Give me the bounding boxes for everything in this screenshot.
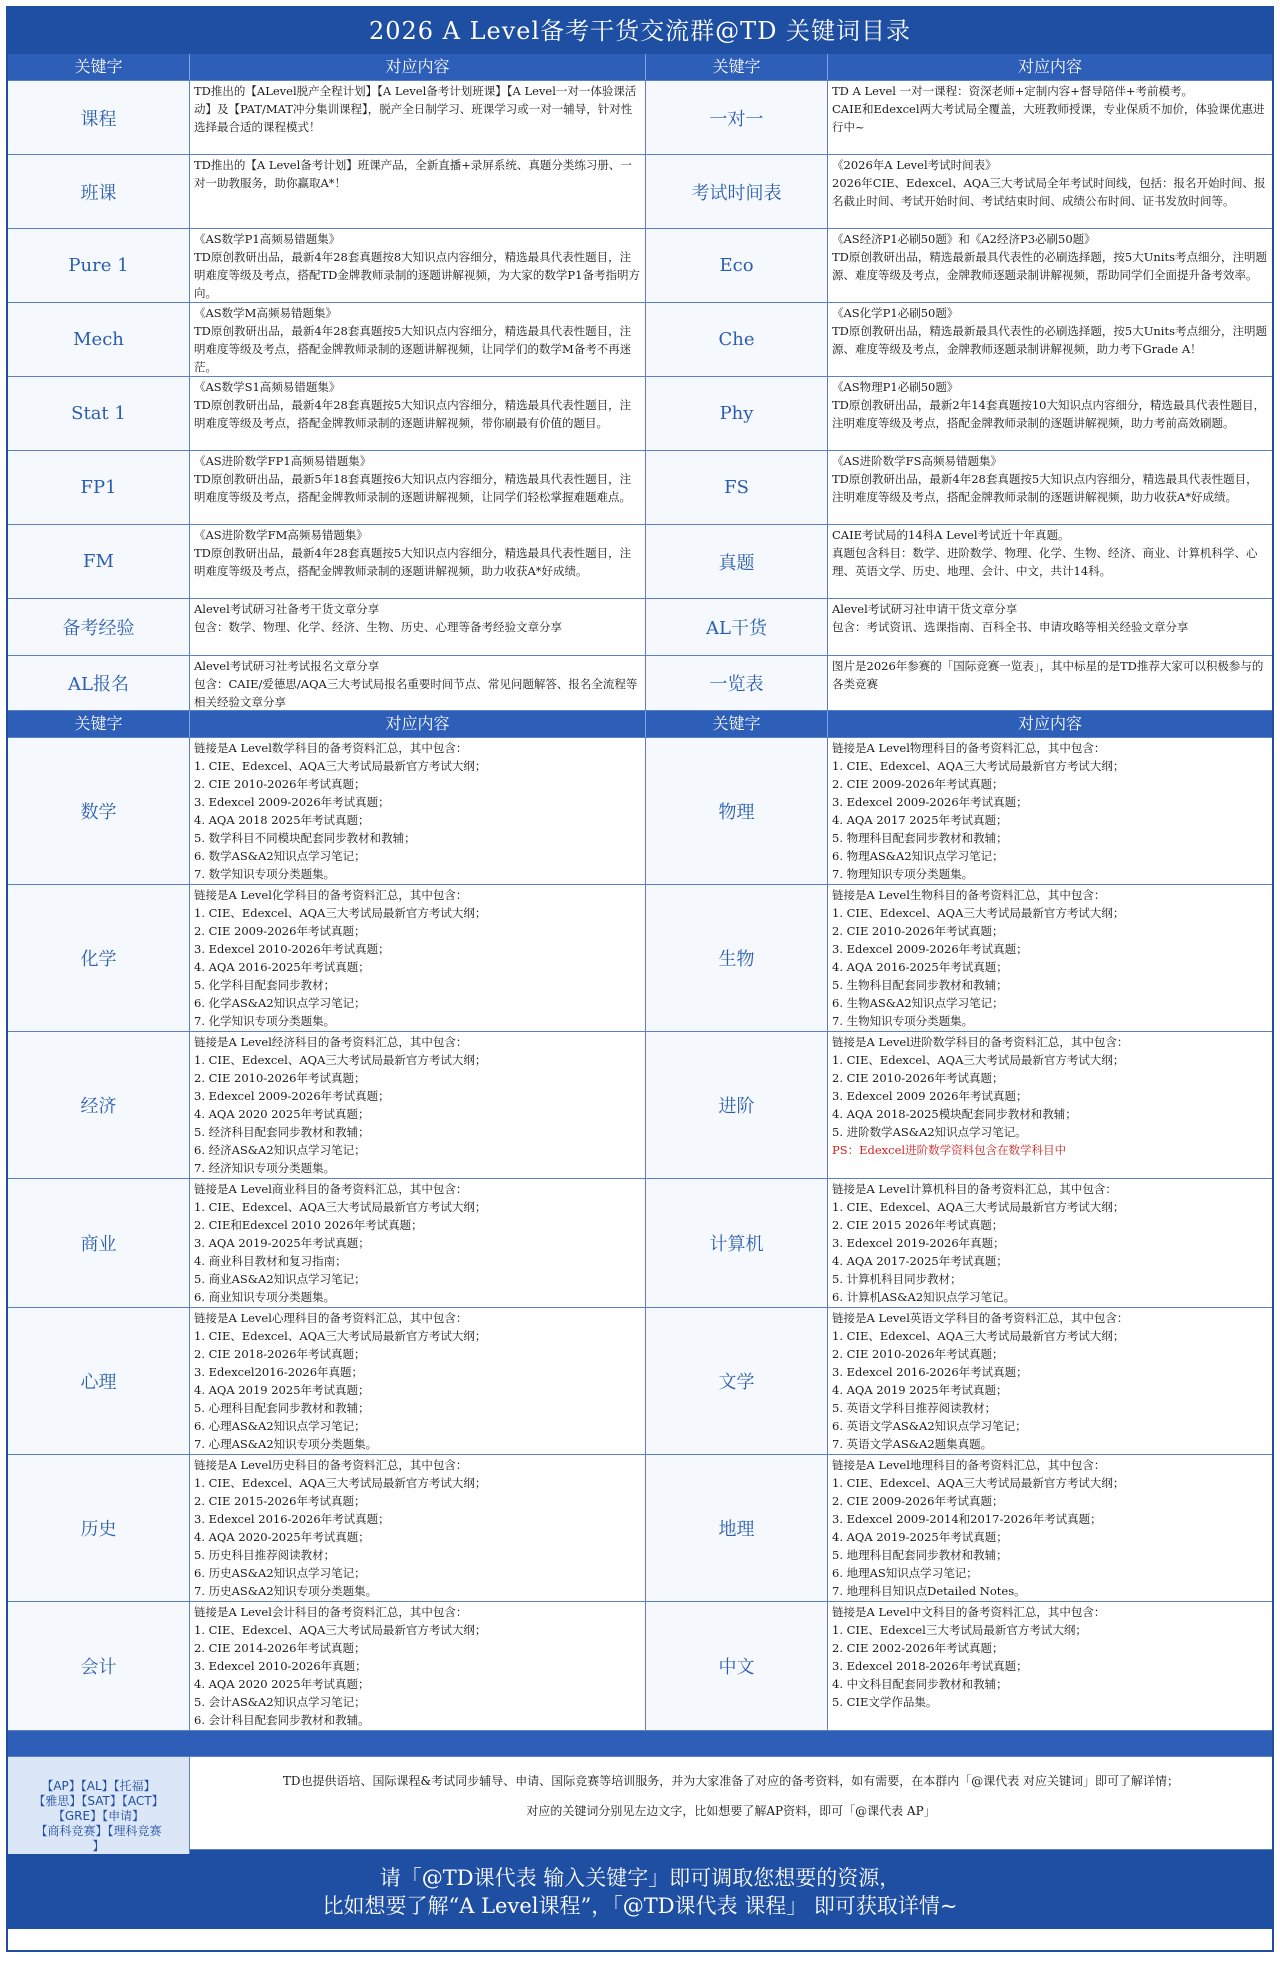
content-line: 6. 物理AS&A2知识点学习笔记； — [832, 849, 1004, 863]
content-line: 链接是A Level进阶数学科目的备考资料汇总，其中包含： — [832, 1035, 1129, 1049]
content-line: TD原创教研出品，最新4年28套真题按5大知识点内容细分，精选最具代表性题目，注明难度等级及考点，搭配金牌教师录制的逐题讲解视频，助力收获A*好成绩。 — [194, 546, 632, 578]
keyword-cell: 经济 — [8, 1032, 190, 1178]
tag-line: 【商科竞赛】【理科竞赛 — [35, 1824, 162, 1838]
content-line: 1. CIE、Edexcel、AQA三大考试局最新官方考试大纲； — [194, 1623, 487, 1637]
keyword-cell: 备考经验 — [8, 599, 190, 655]
content-line: 1. CIE、Edexcel、AQA三大考试局最新官方考试大纲； — [194, 1200, 487, 1214]
content-cell — [828, 81, 1272, 154]
content-line: 6. 历史AS&A2知识点学习笔记； — [194, 1566, 366, 1580]
content-line: 3. Edexcel 2009-2026年考试真题； — [832, 942, 1028, 956]
content-line: CAIE和Edexcel两大考试局全覆盖，大班教师授课，专业保质不加价，体验课优惠进行中~ — [832, 102, 1265, 134]
keyword-cell: 一对一 — [646, 81, 828, 154]
content-line: 《AS数学S1高频易错题集》 — [194, 380, 341, 394]
content-line: 2. CIE 2010-2026年考试真题； — [194, 1071, 366, 1085]
content-cell — [190, 155, 646, 228]
content-line: 3. Edexcel 2016-2026年考试真题； — [832, 1365, 1028, 1379]
content-line: 链接是A Level经济科目的备考资料汇总，其中包含： — [194, 1035, 468, 1049]
content-line: 链接是A Level物理科目的备考资料汇总，其中包含： — [832, 741, 1106, 755]
content-line: 4. AQA 2017 2025年考试真题； — [832, 813, 1008, 827]
content-line: 7. 化学知识专项分类题集。 — [194, 1014, 336, 1028]
content-line: TD推出的【A Level备考计划】班课产品，全新直播+录屏系统、真题分类练习册、一对一助教服务，助你赢取A*！ — [194, 158, 632, 190]
content-line: 2. CIE 2014-2026年考试真题； — [194, 1641, 366, 1655]
section1-header — [8, 54, 1272, 80]
content-cell — [828, 525, 1272, 598]
content-line: 5. 计算机科目同步教材； — [832, 1272, 962, 1286]
content-line: 6. 心理AS&A2知识点学习笔记； — [194, 1419, 366, 1433]
tag-line: 【AP】【AL】【托福】 — [41, 1779, 156, 1793]
table-row — [8, 376, 1272, 450]
content-line: 链接是A Level数学科目的备考资料汇总，其中包含： — [194, 741, 468, 755]
content-line: 4. AQA 2019-2025年考试真题； — [832, 1530, 1008, 1544]
keyword-cell: 生物 — [646, 885, 828, 1031]
table-row — [8, 1307, 1272, 1454]
table-row — [8, 1601, 1272, 1730]
content-line: 2. CIE 2018-2026年考试真题； — [194, 1347, 366, 1361]
keyword-cell: 计算机 — [646, 1179, 828, 1307]
content-line: 包含：CAIE/爱德思/AQA三大考试局报名重要时间节点、常见问题解答、报名全流程等相关经验文章分享 — [194, 677, 638, 709]
content-line: CAIE考试局的14科A Level考试近十年真题。 — [832, 528, 1070, 542]
banner-line-2: 比如想要了解“A Level课程”，「@TD课代表 课程」 即可获取详情~ — [322, 1894, 958, 1918]
content-cell — [190, 1308, 646, 1454]
keyword-cell: 进阶 — [646, 1032, 828, 1178]
section1-table — [8, 80, 1272, 710]
content-line: 7. 英语文学AS&A2题集真题。 — [832, 1437, 993, 1451]
content-line: 包含：数学、物理、化学、经济、生物、历史、心理等备考经验文章分享 — [194, 620, 562, 634]
content-cell — [828, 155, 1272, 228]
table-row — [8, 737, 1272, 884]
keyword-cell: 历史 — [8, 1455, 190, 1601]
content-line: 图片是2026年参赛的「国际竞赛一览表」，其中标星的是TD推荐大家可以积极参与的各类竞赛 — [832, 659, 1264, 691]
content-cell — [828, 1602, 1272, 1730]
keyword-cell: FS — [646, 451, 828, 524]
table-row — [8, 598, 1272, 655]
table-row — [8, 1031, 1272, 1178]
table-row — [8, 154, 1272, 228]
keyword-cell: AL报名 — [8, 656, 190, 710]
content-line: Alevel考试研习社考试报名文章分享 — [194, 659, 380, 673]
header-content: 对应内容 — [190, 54, 646, 80]
content-line: 1. CIE、Edexcel、AQA三大考试局最新官方考试大纲； — [194, 906, 487, 920]
table-row — [8, 884, 1272, 1031]
content-line: TD推出的【ALevel脱产全程计划】【A Level备考计划班课】【A Level一对一体验课活动】及【PAT/MAT冲分集训课程】，脱产全日制学习、班课学习或一对一辅导，针对性选择最合适的课程模式！ — [194, 84, 637, 134]
content-line: 7. 历史AS&A2知识专项分类题集。 — [194, 1584, 378, 1598]
content-line: 3. Edexcel 2010-2026年考试真题； — [194, 942, 390, 956]
section2-table — [8, 737, 1272, 1730]
content-line: 4. AQA 2018-2025模块配套同步教材和教辅； — [832, 1107, 1077, 1121]
content-line: 《AS经济P1必刷50题》和《A2经济P3必刷50题》 — [832, 232, 1096, 246]
content-line: 7. 生物知识专项分类题集。 — [832, 1014, 974, 1028]
table-row — [8, 80, 1272, 154]
content-line: 3. Edexcel 2010-2026年真题； — [194, 1659, 367, 1673]
content-line: TD原创教研出品，精选最新最具代表性的必刷选择题，按5大Units考点细分，注明题源、难度等级及考点，金牌教师逐题录制讲解视频，帮助同学们全面提升备考效率。 — [832, 250, 1268, 282]
content-line: 6. 经济AS&A2知识点学习笔记； — [194, 1143, 366, 1157]
content-line: 《AS进阶数学FS高频易错题集》 — [832, 454, 1003, 468]
content-line: 2. CIE 2010-2026年考试真题； — [832, 1347, 1004, 1361]
content-line: 2. CIE 2002-2026年考试真题； — [832, 1641, 1004, 1655]
content-line: 6. 计算机AS&A2知识点学习笔记。 — [832, 1290, 1016, 1304]
table-row — [8, 524, 1272, 598]
content-line: 3. Edexcel 2009-2026年考试真题； — [832, 795, 1028, 809]
content-line: 1. CIE、Edexcel、AQA三大考试局最新官方考试大纲； — [832, 1329, 1125, 1343]
content-line: 5. 会计AS&A2知识点学习笔记； — [194, 1695, 366, 1709]
content-line: 链接是A Level英语文学科目的备考资料汇总，其中包含： — [832, 1311, 1129, 1325]
content-line: 5. 历史科目推荐阅读教材； — [194, 1548, 336, 1562]
keyword-cell: FM — [8, 525, 190, 598]
content-line: 1. CIE、Edexcel三大考试局最新官方考试大纲； — [832, 1623, 1087, 1637]
section2-header — [8, 710, 1272, 737]
content-line: 链接是A Level历史科目的备考资料汇总，其中包含： — [194, 1458, 468, 1472]
content-line: 1. CIE、Edexcel、AQA三大考试局最新官方考试大纲； — [832, 1053, 1125, 1067]
content-cell — [190, 303, 646, 376]
header-keyword: 关键字 — [646, 54, 828, 80]
keyword-cell: Stat 1 — [8, 377, 190, 450]
content-line: 4. 商业科目教材和复习指南； — [194, 1254, 347, 1268]
content-line: 5. 数学科目不同模块配套同步教材和教辅； — [194, 831, 416, 845]
content-cell — [190, 1602, 646, 1730]
content-line: 7. 物理知识专项分类题集。 — [832, 867, 974, 881]
content-line: 3. Edexcel 2018-2026年考试真题； — [832, 1659, 1028, 1673]
content-line: 链接是A Level商业科目的备考资料汇总，其中包含： — [194, 1182, 468, 1196]
content-line: 6. 会计科目配套同步教材和教辅。 — [194, 1713, 370, 1727]
keyword-cell: Mech — [8, 303, 190, 376]
keyword-directory — [6, 6, 1274, 1952]
content-line: 2. CIE和Edexcel 2010 2026年考试真题； — [194, 1218, 423, 1232]
keyword-cell: 中文 — [646, 1602, 828, 1730]
content-cell — [828, 599, 1272, 655]
content-line: 《AS物理P1必刷50题》 — [832, 380, 959, 394]
content-line: TD原创教研出品，最新4年28套真题按5大知识点内容细分，精选最具代表性题目，注明难度等级及考点，搭配金牌教师录制的逐题讲解视频，带你刷最有价值的题目。 — [194, 398, 632, 430]
header-keyword: 关键字 — [8, 711, 190, 737]
service-example: 对应的关键词分别见左边文字，比如想要了解AP资料，即可「@课代表 AP」 — [526, 1804, 936, 1818]
content-cell — [828, 1308, 1272, 1454]
content-cell — [190, 81, 646, 154]
content-line: 5. CIE文学作品集。 — [832, 1695, 938, 1709]
tag-line: 【雅思】【SAT】【ACT】 — [33, 1794, 164, 1808]
content-line: 1. CIE、Edexcel、AQA三大考试局最新官方考试大纲； — [832, 1200, 1125, 1214]
service-info — [8, 1756, 1272, 1853]
table-row — [8, 655, 1272, 710]
content-line: 6. 地理AS知识点学习笔记； — [832, 1566, 978, 1580]
content-line: 2. CIE 2015-2026年考试真题； — [194, 1494, 366, 1508]
keyword-cell: Eco — [646, 229, 828, 302]
content-cell — [190, 1032, 646, 1178]
table-row — [8, 1454, 1272, 1601]
content-line: 3. Edexcel2016-2026年真题； — [194, 1365, 364, 1379]
content-cell — [190, 885, 646, 1031]
content-line: 4. AQA 2019 2025年考试真题； — [194, 1383, 370, 1397]
keyword-cell: 真题 — [646, 525, 828, 598]
content-line: 1. CIE、Edexcel、AQA三大考试局最新官方考试大纲； — [194, 1329, 487, 1343]
table-row — [8, 302, 1272, 376]
content-cell — [190, 599, 646, 655]
service-text: TD也提供语培、国际课程&考试同步辅导、申请、国际竞赛等培训服务，并为大家准备了对应的备考资料，如有需要，在本群内「@课代表 对应关键词」即可了解详情； — [282, 1774, 1180, 1788]
content-line: TD原创教研出品，最新4年28套真题按8大知识点内容细分，精选最具代表性题目，注明难度等级及考点，搭配TD金牌教师录制的逐题讲解视频，为大家的数学P1备考指明方向。 — [194, 250, 640, 300]
content-line: 包含：考试资讯、选课指南、百科全书、申请攻略等相关经验文章分享 — [832, 620, 1189, 634]
content-cell — [190, 525, 646, 598]
content-cell — [828, 1455, 1272, 1601]
content-line: 2026年CIE、Edexcel、AQA三大考试局全年考试时间线，包括：报名开始时间、报名截止时间、考试开始时间、考试结束时间、成绩公布时间、证书发放时间等。 — [832, 176, 1266, 208]
keyword-cell: Pure 1 — [8, 229, 190, 302]
keyword-cell: Che — [646, 303, 828, 376]
keyword-cell: 地理 — [646, 1455, 828, 1601]
content-line: 4. AQA 2017-2025年考试真题； — [832, 1254, 1008, 1268]
content-line: 7. 数学知识专项分类题集。 — [194, 867, 336, 881]
content-line: 2. CIE 2009-2026年考试真题； — [194, 924, 366, 938]
keyword-cell: 文学 — [646, 1308, 828, 1454]
table-row — [8, 228, 1272, 302]
content-cell — [828, 1032, 1272, 1178]
content-cell — [828, 738, 1272, 884]
content-line: 3. Edexcel 2009-2026年考试真题； — [194, 1089, 390, 1103]
keyword-cell: 物理 — [646, 738, 828, 884]
keyword-cell: AL干货 — [646, 599, 828, 655]
content-line: 5. 进阶数学AS&A2知识点学习笔记。 — [832, 1125, 1027, 1139]
content-note: PS：Edexcel进阶数学资料包含在数学科目中 — [832, 1143, 1067, 1157]
content-cell — [190, 738, 646, 884]
content-cell — [190, 229, 646, 302]
content-line: 2. CIE 2010-2026年考试真题； — [832, 1071, 1004, 1085]
service-keyword-tags — [8, 1757, 190, 1854]
content-line: 5. 地理科目配套同步教材和教辅； — [832, 1548, 1008, 1562]
content-line: 1. CIE、Edexcel、AQA三大考试局最新官方考试大纲； — [194, 1053, 487, 1067]
content-line: 2. CIE 2009-2026年考试真题； — [832, 1494, 1004, 1508]
content-line: TD原创教研出品，最新5年18套真题按6大知识点内容细分，精选最具代表性题目，注明难度等级及考点，搭配金牌教师录制的逐题讲解视频，让同学们轻松掌握难题难点。 — [194, 472, 632, 504]
content-cell — [828, 229, 1272, 302]
content-line: 6. 英语文学AS&A2知识点学习笔记； — [832, 1419, 1027, 1433]
content-cell — [190, 656, 646, 710]
content-line: 3. Edexcel 2009-2026年考试真题； — [194, 795, 390, 809]
banner-line-1: 请「@TD课代表 输入关键字」即可调取您想要的资源， — [379, 1866, 901, 1890]
content-line: 4. AQA 2019 2025年考试真题； — [832, 1383, 1008, 1397]
content-line: 4. AQA 2020 2025年考试真题； — [194, 1107, 370, 1121]
keyword-cell: 一览表 — [646, 656, 828, 710]
content-line: 4. AQA 2020 2025年考试真题； — [194, 1677, 370, 1691]
keyword-cell: 会计 — [8, 1602, 190, 1730]
table-row — [8, 1178, 1272, 1307]
content-line: 链接是A Level化学科目的备考资料汇总，其中包含： — [194, 888, 468, 902]
content-cell — [190, 1455, 646, 1601]
content-line: 6. 化学AS&A2知识点学习笔记； — [194, 996, 366, 1010]
content-cell — [828, 885, 1272, 1031]
table-row — [8, 450, 1272, 524]
content-line: 5. 心理科目配套同步教材和教辅； — [194, 1401, 370, 1415]
content-line: 链接是A Level生物科目的备考资料汇总，其中包含： — [832, 888, 1106, 902]
content-line: 4. AQA 2016-2025年考试真题； — [832, 960, 1008, 974]
content-line: 7. 地理科目知识点Detailed Notes。 — [832, 1584, 1026, 1598]
content-cell — [190, 1179, 646, 1307]
service-description — [190, 1757, 1272, 1854]
content-line: 1. CIE、Edexcel、AQA三大考试局最新官方考试大纲； — [832, 1476, 1125, 1490]
content-line: TD A Level 一对一课程：资深老师+定制内容+督导陪伴+考前模考。 — [832, 84, 1193, 98]
content-line: Alevel考试研习社申请干货文章分享 — [832, 602, 1018, 616]
content-line: Alevel考试研习社备考干货文章分享 — [194, 602, 380, 616]
content-line: 链接是A Level计算机科目的备考资料汇总，其中包含： — [832, 1182, 1117, 1196]
content-line: 1. CIE、Edexcel、AQA三大考试局最新官方考试大纲； — [194, 759, 487, 773]
content-line: 链接是A Level会计科目的备考资料汇总，其中包含： — [194, 1605, 468, 1619]
content-line: 3. Edexcel 2019-2026年真题； — [832, 1236, 1005, 1250]
content-cell — [828, 656, 1272, 710]
content-line: 《2026年A Level考试时间表》 — [832, 158, 997, 172]
content-line: 1. CIE、Edexcel、AQA三大考试局最新官方考试大纲； — [832, 759, 1125, 773]
content-line: 5. 商业AS&A2知识点学习笔记； — [194, 1272, 366, 1286]
keyword-cell: 课程 — [8, 81, 190, 154]
content-line: 7. 心理AS&A2知识专项分类题集。 — [194, 1437, 378, 1451]
content-cell — [190, 377, 646, 450]
header-keyword: 关键字 — [8, 54, 190, 80]
keyword-cell: 数学 — [8, 738, 190, 884]
tag-line: 【GRE】【申请】 — [52, 1809, 145, 1823]
header-keyword: 关键字 — [646, 711, 828, 737]
keyword-cell: 化学 — [8, 885, 190, 1031]
content-line: 6. 商业知识专项分类题集。 — [194, 1290, 336, 1304]
keyword-cell: Phy — [646, 377, 828, 450]
header-content: 对应内容 — [190, 711, 646, 737]
content-line: 《AS数学P1高频易错题集》 — [194, 232, 341, 246]
content-line: TD原创教研出品，最新4年28套真题按5大知识点内容细分，精选最具代表性题目，注明难度等级及考点，搭配金牌教师录制的逐题讲解视频，助力收获A*好成绩。 — [832, 472, 1258, 504]
content-line: TD原创教研出品，精选最新最具代表性的必刷选择题，按5大Units考点细分，注明题源、难度等级及考点，金牌教师逐题录制讲解视频，助力考下Grade A！ — [832, 324, 1268, 356]
content-line: 3. Edexcel 2009-2014和2017-2026年考试真题； — [832, 1512, 1102, 1526]
content-line: 《AS化学P1必刷50题》 — [832, 306, 959, 320]
page-title: 2026 A Level备考干货交流群@TD 关键词目录 — [8, 8, 1272, 54]
keyword-cell: 心理 — [8, 1308, 190, 1454]
content-line: 3. AQA 2019-2025年考试真题； — [194, 1236, 370, 1250]
header-content: 对应内容 — [1017, 57, 1082, 76]
content-line: 链接是A Level地理科目的备考资料汇总，其中包含： — [832, 1458, 1106, 1472]
tag-line: 】 — [92, 1839, 105, 1853]
content-line: 5. 化学科目配套同步教材； — [194, 978, 336, 992]
content-cell — [828, 377, 1272, 450]
content-line: 4. AQA 2020-2025年考试真题； — [194, 1530, 370, 1544]
content-cell — [828, 451, 1272, 524]
content-line: 3. Edexcel 2009 2026年考试真题； — [832, 1089, 1028, 1103]
content-line: 7. 经济知识专项分类题集。 — [194, 1161, 336, 1175]
content-line: 6. 生物AS&A2知识点学习笔记； — [832, 996, 1004, 1010]
divider-band — [8, 1730, 1272, 1756]
keyword-cell: 商业 — [8, 1179, 190, 1307]
keyword-cell: FP1 — [8, 451, 190, 524]
content-cell — [828, 303, 1272, 376]
header-content: 对应内容 — [1017, 714, 1082, 733]
content-line: 真题包含科目：数学、进阶数学、物理、化学、生物、经济、商业、计算机科学、心理、英语文学、历史、地理、会计、中文，共计14科。 — [832, 546, 1258, 578]
content-line: 《AS数学M高频易错题集》 — [194, 306, 337, 320]
content-line: 3. Edexcel 2016-2026年考试真题； — [194, 1512, 390, 1526]
content-line: 4. AQA 2016-2025年考试真题； — [194, 960, 370, 974]
content-line: 5. 英语文学科目推荐阅读教材； — [832, 1401, 997, 1415]
content-line: 5. 经济科目配套同步教材和教辅； — [194, 1125, 370, 1139]
content-line: 4. AQA 2018 2025年考试真题； — [194, 813, 370, 827]
content-cell — [828, 1179, 1272, 1307]
content-line: 《AS进阶数学FP1高频易错题集》 — [194, 454, 372, 468]
content-line: 2. CIE 2009-2026年考试真题； — [832, 777, 1004, 791]
keyword-cell: 班课 — [8, 155, 190, 228]
content-line: 2. CIE 2015 2026年考试真题； — [832, 1218, 1004, 1232]
content-line: 5. 物理科目配套同步教材和教辅； — [832, 831, 1008, 845]
content-line: 2. CIE 2010-2026年考试真题； — [832, 924, 1004, 938]
content-line: 链接是A Level中文科目的备考资料汇总，其中包含： — [832, 1605, 1106, 1619]
content-line: 1. CIE、Edexcel、AQA三大考试局最新官方考试大纲； — [194, 1476, 487, 1490]
content-line: 链接是A Level心理科目的备考资料汇总，其中包含： — [194, 1311, 468, 1325]
keyword-cell: 考试时间表 — [646, 155, 828, 228]
bottom-banner — [8, 1849, 1272, 1929]
content-line: 4. 中文科目配套同步教材和教辅； — [832, 1677, 1008, 1691]
content-line: 1. CIE、Edexcel、AQA三大考试局最新官方考试大纲； — [832, 906, 1125, 920]
content-cell — [190, 451, 646, 524]
content-line: 5. 生物科目配套同步教材和教辅； — [832, 978, 1008, 992]
content-line: TD原创教研出品，最新2年14套真题按10大知识点内容细分，精选最具代表性题目，注明难度等级及考点，搭配金牌教师录制的逐题讲解视频，助力考前高效刷题。 — [832, 398, 1265, 430]
content-line: TD原创教研出品，最新4年28套真题按5大知识点内容细分，精选最具代表性题目，注明难度等级及考点，搭配金牌教师录制的逐题讲解视频，让同学们的数学M备考不再迷茫。 — [194, 324, 632, 374]
content-line: 2. CIE 2010-2026年考试真题； — [194, 777, 366, 791]
content-line: 《AS进阶数学FM高频易错题集》 — [194, 528, 368, 542]
content-line: 6. 数学AS&A2知识点学习笔记； — [194, 849, 366, 863]
